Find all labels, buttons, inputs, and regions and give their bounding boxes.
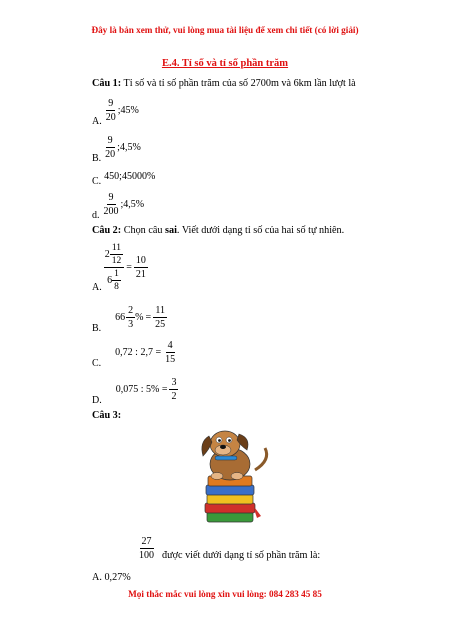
result-fraction: [163, 340, 177, 365]
question-2-text-rest: . Viết dưới dạng tỉ số của hai số tự nhiên.: [176, 225, 345, 236]
compound-fraction: [104, 243, 125, 292]
denominator: 21: [135, 269, 146, 280]
option-value: ;45%: [117, 105, 139, 116]
q3-option-a[interactable]: [92, 572, 131, 583]
result-fraction: [169, 377, 178, 402]
q1-option-a[interactable]: [92, 94, 139, 127]
option-value: 0,27%: [104, 572, 131, 583]
question-1-label: Câu 1:: [92, 78, 122, 89]
question-2-text: Chọn câu: [123, 225, 166, 236]
question-3-label: Câu 3:: [92, 410, 122, 421]
numerator: 9: [108, 192, 114, 203]
numerator: 10: [135, 255, 146, 266]
denominator: 2: [171, 391, 177, 402]
q2-option-b[interactable]: [92, 301, 167, 334]
denominator: 8: [114, 282, 119, 292]
result-fraction: [134, 255, 148, 280]
option-letter: A.: [92, 572, 102, 583]
numerator: 11: [155, 305, 165, 316]
numerator: 27: [141, 536, 152, 547]
question-1: [92, 78, 356, 89]
q3-fraction-row: [137, 536, 320, 561]
question-1-text: Tỉ số và tỉ số phần trăm của số 2700m và 6km lần lượt là: [123, 78, 356, 89]
numerator: 11: [111, 243, 122, 253]
footer-contact: Mọi thắc mắc vui lòng xin vui lòng: 084 283 45 85: [128, 589, 322, 599]
expression: 0,72 : 2,7 =: [115, 347, 162, 358]
q2-option-d[interactable]: [92, 373, 178, 406]
option-letter: A.: [92, 116, 102, 127]
numerator: 9: [107, 135, 113, 146]
question-3-text: được viết dưới dạng tỉ số phần trăm là:: [162, 550, 321, 561]
option-letter: C.: [92, 176, 102, 187]
fraction: [103, 135, 117, 160]
option-letter: D.: [92, 395, 102, 406]
numerator: 4: [167, 340, 173, 351]
option-letter: B.: [92, 323, 102, 334]
option-value: 450;45000%: [104, 171, 156, 182]
fraction: [110, 243, 124, 266]
numerator: 9: [108, 98, 114, 109]
result-fraction: [153, 305, 167, 330]
fraction: [126, 305, 135, 330]
option-value: ;4,5%: [117, 142, 141, 153]
compound-numerator: [104, 243, 125, 268]
question-2: [92, 225, 344, 236]
q1-option-d[interactable]: [92, 188, 144, 221]
option-letter: A.: [92, 282, 102, 293]
preview-banner: Đây là bản xem thử, vui lòng mua tài liệu để xem chi tiết (có lời giải): [91, 25, 359, 35]
denominator: 20: [105, 149, 116, 160]
equals-sign: =: [126, 262, 132, 273]
compound-denominator: [106, 268, 122, 292]
question-2-emphasis: sai: [165, 225, 177, 236]
q1-option-c[interactable]: [92, 166, 155, 187]
denominator: 3: [128, 319, 134, 330]
whole-part: 2: [104, 249, 110, 260]
equals-sign: =: [145, 312, 152, 323]
denominator: 20: [105, 112, 116, 123]
dog-on-books-illustration: [185, 420, 275, 530]
fraction: [102, 192, 121, 217]
option-value: ;4,5%: [120, 199, 145, 210]
option-letter: d.: [92, 210, 100, 221]
whole-part: 66: [115, 312, 126, 323]
q1-option-b[interactable]: [92, 131, 141, 164]
numerator: 3: [171, 377, 177, 388]
q2-option-c[interactable]: [92, 336, 177, 369]
numerator: 1: [114, 269, 119, 279]
option-letter: C.: [92, 358, 102, 369]
q2-option-a[interactable]: [92, 242, 148, 293]
option-letter: B.: [92, 153, 102, 164]
section-title: E.4. Tỉ số và tỉ số phần trăm: [161, 58, 289, 69]
percent-sign: %: [135, 312, 144, 323]
numerator: 2: [128, 305, 134, 316]
denominator: 12: [111, 256, 122, 266]
denominator: 100: [139, 550, 154, 561]
question-2-label: Câu 2:: [92, 225, 122, 236]
fraction: [112, 269, 121, 292]
denominator: 15: [165, 354, 176, 365]
expression: 0,075 : 5% =: [115, 384, 168, 395]
denominator: 25: [155, 319, 166, 330]
fraction: [104, 98, 118, 123]
fraction: [137, 536, 156, 561]
whole-part: 6: [107, 275, 113, 286]
denominator: 200: [103, 206, 119, 217]
